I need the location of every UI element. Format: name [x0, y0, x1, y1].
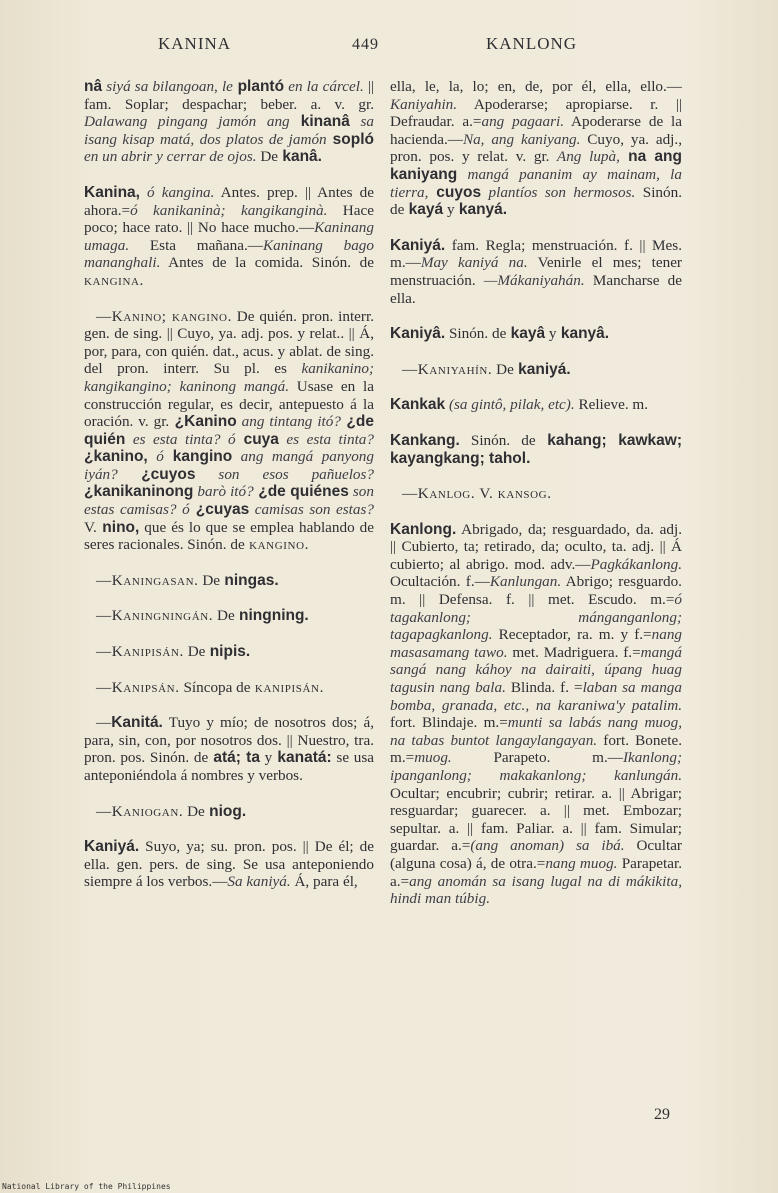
entry-kaniya-fam: Kaniyá. fam. Regla; menstruación. f. || Mes. m.—May kaniyá na. Venirle el mes; tener menstruación. —Mákaniyahán. Mancharse de ella.: [390, 236, 682, 307]
entry-kaningasan: —Kaningasan. De ningas.: [96, 571, 279, 589]
right-column: [390, 78, 682, 920]
entry-kankang: Kankang. Sinón. de kahang; kawkaw; kayangkang; tahol.: [390, 431, 682, 467]
entry-kaniya: Kaniyá. Suyo, ya; su. pron. pos. || De él; de ella. gen. pers. de sing. Se usa anteponiendo siempre á los verbos.—Sa kaniyá. Á, para él,: [84, 838, 374, 891]
entry-kanita: —Kanitá. Tuyo y mío; de nosotros dos; á, para, sin, con, por nosotros dos. || Nuestro, tra. pron. pos. Sinón. de atá; ta y kanatá: se usa anteponiéndola á nombres y verbos.: [84, 714, 374, 784]
entry-continuation: nâ siyá sa bilangoan, le plantó en la cárcel. || fam. Soplar; despachar; beber. a. v. gr. Dalawang pingang jamón ang kinanâ sa isang kisap matá, dos platos de jamón sopló en un abrir y cerrar de ojos. De kanâ.: [84, 78, 375, 166]
page-number: 449: [352, 36, 379, 53]
entry-kankak: Kankak (sa gintô, pilak, etc). Relieve. m.: [390, 396, 649, 414]
left-column: [84, 78, 374, 903]
library-footer: National Library of the Philippines: [2, 1182, 171, 1191]
entry-kaniyahin: —Kaniyahín. De kaniyá.: [402, 360, 571, 378]
entry-kanlong: Kanlong. Abrigado, da; resguardado, da. adj. || Cubierto, ta; retirado, da; oculto, ta. adj. || Á cubierto; al abrigo. mod. adv.—Pagkákanlong. Ocultación. f.—Kanlungan. Abrigo; resguardo. m. || Defensa. f. || met. Escudo. m.=ó tagakanlong; mánganganlong; tagapagkanlong. Receptador, ra. m. y f.=nang masasamang tawo. met. Madriguera. f.=mangá sangá nang káhoy na dairaiti, úpang huag tagusin nang bala. Blinda. f. =laban sa manga bomba, granada, etc., na karaniwa'y patalim. fort. Blindaje. m.=munti sa labás nang muog, na tabas buntot langaylangayan. fort. Bonete. m.=muog. Parapeto. m.—Ikanlong; ipanganlong; makakanlong; kanlungán. Ocultar; encubrir; cubrir; retirar. a. || Abrigar; resguardar; guarecer. a. || met. Embozar; sepultar. a. || fam. Paliar. a. || fam. Simular; guardar. a.=(ang anoman) sa ibá. Ocultar (alguna cosa) á, de otra.=nang muog. Parapetar. a.=ang anomán sa isang lugal na di mákikita, hindi man túbig.: [390, 520, 683, 908]
header-right-word: KANLONG: [486, 34, 578, 53]
entry-kaniogan: —Kaniogan. De niog.: [96, 802, 247, 820]
header-left-word: KANINA: [158, 34, 232, 53]
entry-kaningningan: —Kaningningán. De ningning.: [96, 607, 309, 625]
entry-kanipsan: —Kanipsán. Síncopa de kanipisán.: [96, 678, 324, 696]
entry-kanino: —Kanino; kangino. De quién. pron. interr. gen. de sing. || Cuyo, ya. adj. pos. y relat.. || Á, por, para, con quién. dat., acus. y ablat. de sing. del pron. interr. Su pl. es kanikanino; kangikangino; kaninong mangá. Usase en la construcción regular, es decir, antepuesto á la oración. v. gr. ¿Kanino ang tintang itó? ¿de quién es esta tinta? ó cuya es esta tinta? ¿kanino, ó kangino ang mangá panyong iyán? ¿cuyos son esos pañuelos? ¿kanikaninong barò itó? ¿de quiénes son estas camisas? ó ¿cuyas camisas son estas? V. nino, que és lo que se emplea hablando de seres racionales. Sinón. de kangino.: [84, 307, 375, 554]
running-head: [0, 34, 778, 60]
entry-kanina: Kanina, ó kangina. Antes. prep. || Antes de ahora.=ó kanikaninà; kangikanginà. Hace poco; hace rato. || No hace mucho.—Kaninang umaga. Esta mañana.—Kaninang bago mananghali. Antes de la comida. Sinón. de kangina.: [84, 183, 374, 289]
signature-mark: 29: [654, 1106, 670, 1123]
entry-kanlog: —Kanlog. V. kansog.: [402, 485, 552, 503]
entry-kaniya-continuation: ella, le, la, lo; en, de, por él, ella, ello.—Kaniyahin. Apoderarse; apropiarse. r. || Defraudar. a.=ang pagaari. Apoderarse de la hacienda.—Na, ang kaniyang. Cuyo, ya. adj., pron. pos. y relat. v. gr. Ang lupà, na ang kaniyang mangá pananim ay mainam, la tierra, cuyos plantíos son hermosos. Sinón. de kayá y kanyá.: [390, 78, 682, 219]
entry-kaniya-circumflex: Kaniyâ. Sinón. de kayâ y kanyâ.: [390, 325, 610, 343]
entry-kanipisan: —Kanipisán. De nipis.: [96, 643, 251, 661]
